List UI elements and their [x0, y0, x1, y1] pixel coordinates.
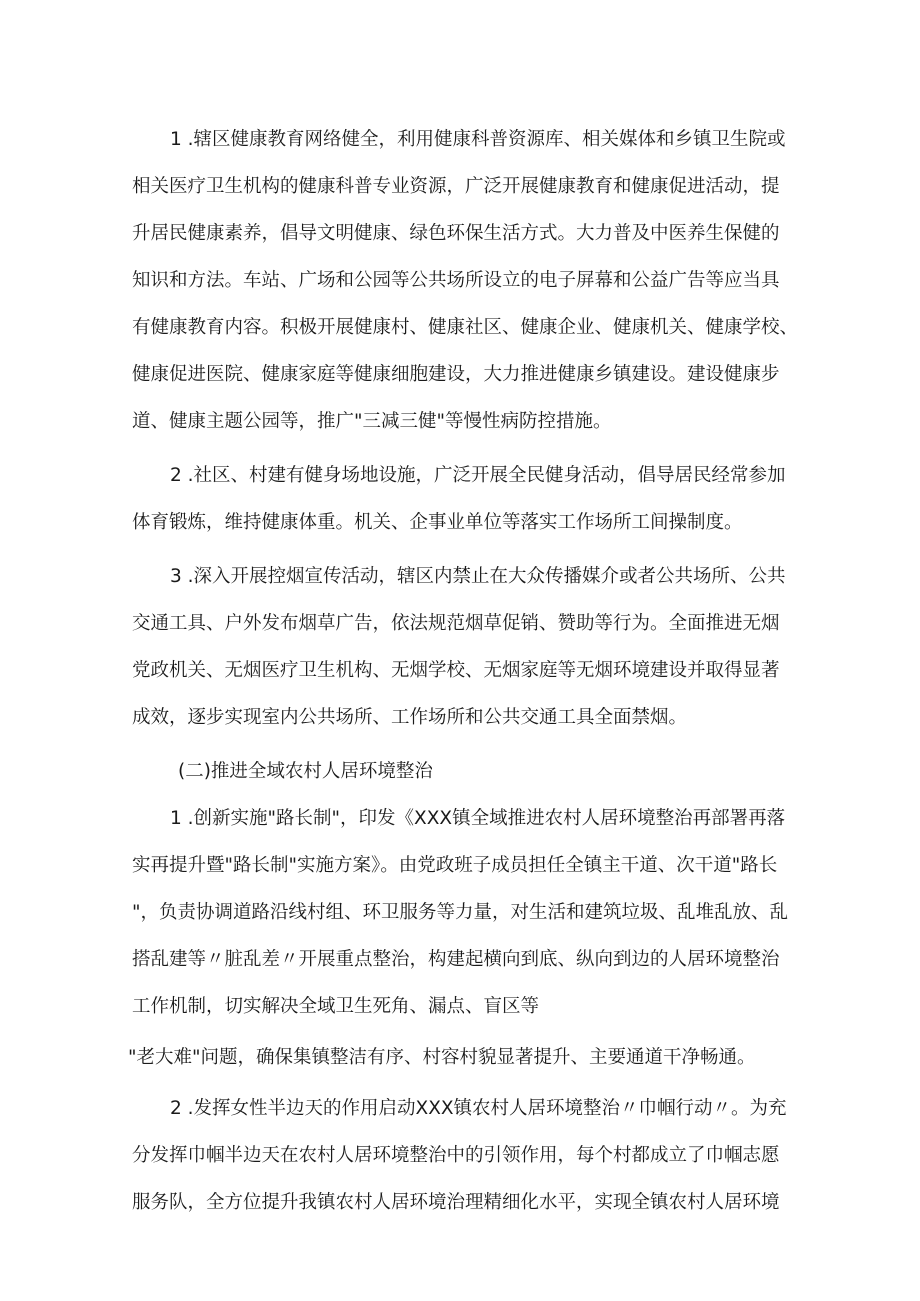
paragraph-1-line-7: 道、健康主题公园等，推广"三减三健"等慢性病防控措施。	[132, 411, 612, 432]
paragraph-5-line-3: 服务队，全方位提升我镇农村人居环境治理精细化水平，实现全镇农村人居环境	[132, 1192, 780, 1213]
section-heading: (二)推进全域农村人居环境整治	[178, 761, 433, 782]
paragraph-2-line-1: 2 .社区、村建有健身场地设施，广泛开展全民健身活动，倡导居民经常参加	[170, 465, 786, 486]
paragraph-1-line-2: 相关医疗卫生机构的健康科普专业资源，广泛开展健康教育和健康促进活动，提	[132, 176, 780, 197]
paragraph-5-line-1: 2 .发挥女性半边天的作用启动XXX镇农村人居环境整治〃巾帼行动〃。为充	[170, 1098, 787, 1119]
paragraph-4-line-4: 搭乱建等〃脏乱差〃开展重点整治，构建起横向到底、纵向到边的人居环境整治	[132, 949, 780, 970]
paragraph-4-line-5: 工作机制，切实解决全域卫生死角、漏点、盲区等	[132, 996, 540, 1017]
paragraph-4-line-3: "，负责协调道路沿线村组、环卫服务等力量，对生活和建筑垃圾、乱堆乱放、乱	[132, 902, 789, 923]
paragraph-3-line-1: 3 .深入开展控烟宣传活动，辖区内禁止在大众传播媒介或者公共场所、公共	[170, 566, 786, 587]
paragraph-2-line-2: 体育锻炼，维持健康体重。机关、企事业单位等落实工作场所工间操制度。	[132, 512, 743, 533]
paragraph-1-line-6: 健康促进医院、健康家庭等健康细胞建设，大力推进健康乡镇建设。建设健康步	[132, 364, 780, 385]
paragraph-4-line-1: 1 .创新实施"路长制"，印发《XXX镇全域推进农村人居环境整治再部署再落	[170, 808, 786, 829]
paragraph-4-line-2: 实再提升暨"路长制"实施方案》。由党政班子成员担任全镇主干道、次干道"路长	[132, 855, 778, 876]
paragraph-1-line-3: 升居民健康素养，倡导文明健康、绿色环保生活方式。大力普及中医养生保健的	[132, 223, 780, 244]
paragraph-3-line-2: 交通工具、户外发布烟草广告，依法规范烟草促销、赞助等行为。全面推进无烟	[132, 613, 780, 634]
paragraph-3-line-3: 党政机关、无烟医疗卫生机构、无烟学校、无烟家庭等无烟环境建设并取得显著	[132, 660, 780, 681]
paragraph-4-line-6: "老大难"问题，确保集镇整洁有序、村容村貌显著提升、主要通道干净畅通。	[128, 1047, 756, 1068]
paragraph-1-line-1: 1 .辖区健康教育网络健全，利用健康科普资源库、相关媒体和乡镇卫生院或	[170, 129, 786, 150]
paragraph-5-line-2: 分发挥巾帼半边天在农村人居环境整治中的引领作用，每个村都成立了巾帼志愿	[132, 1145, 780, 1166]
paragraph-1-line-5: 有健康教育内容。积极开展健康村、健康社区、健康企业、健康机关、健康学校、	[132, 317, 799, 338]
paragraph-3-line-4: 成效，逐步实现室内公共场所、工作场所和公共交通工具全面禁烟。	[132, 707, 688, 728]
paragraph-1-line-4: 知识和方法。车站、广场和公园等公共场所设立的电子屏幕和公益广告等应当具	[132, 270, 780, 291]
